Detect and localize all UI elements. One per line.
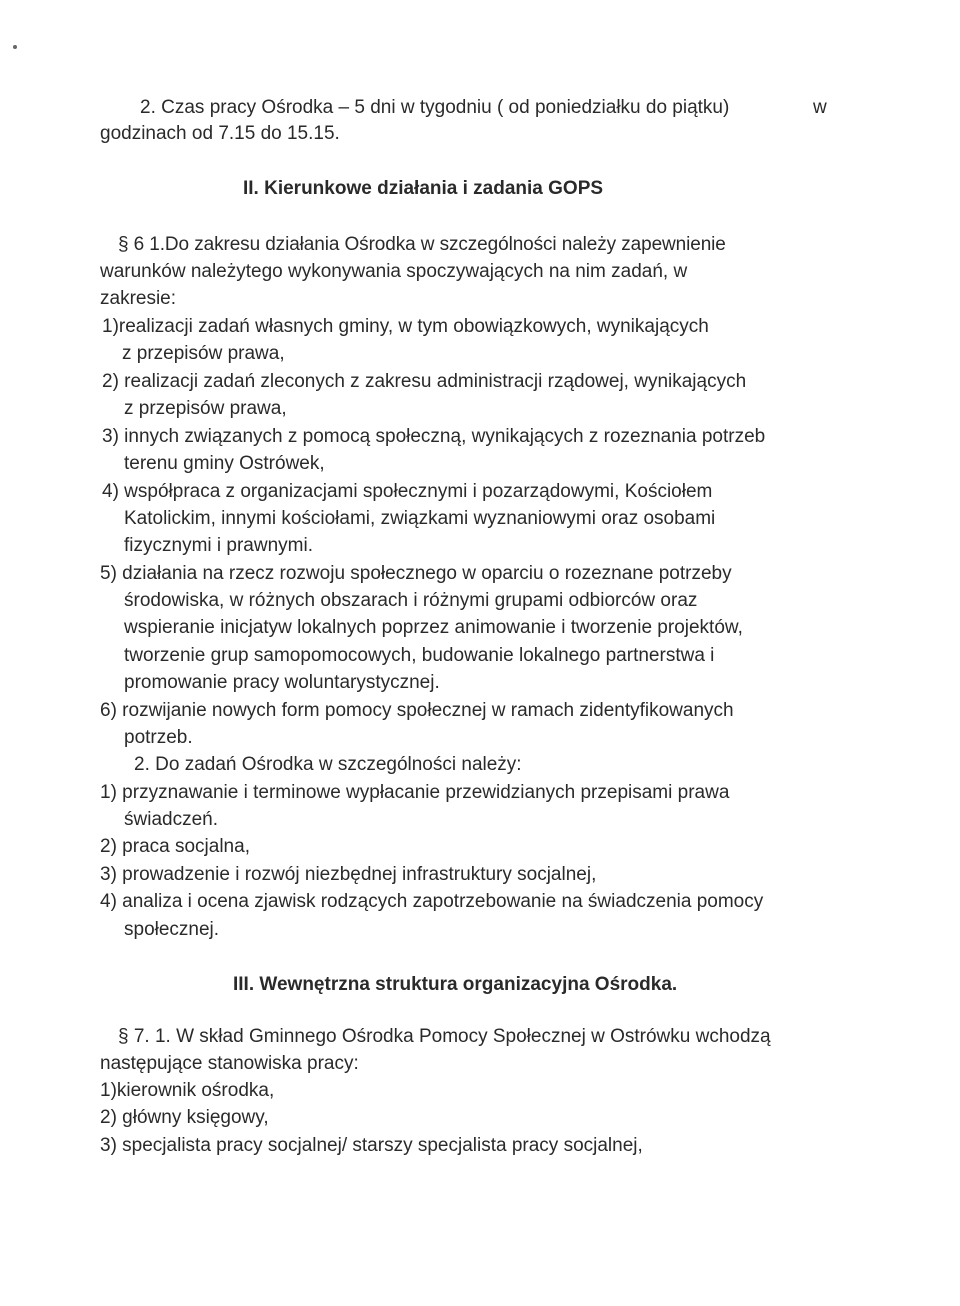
list-item: 2) główny księgowy,: [100, 1107, 269, 1128]
text-line: w: [813, 97, 827, 118]
section-heading: III. Wewnętrzna struktura organizacyjna Ośrodka.: [233, 974, 678, 995]
text-line: § 7. 1. W skład Gminnego Ośrodka Pomocy Społecznej w Ostrówku wchodzą: [118, 1026, 771, 1047]
list-item: 6) rozwijanie nowych form pomocy społecznej w ramach zidentyfikowanych: [100, 700, 734, 721]
text-line: społecznej.: [124, 919, 220, 940]
text-line: 2. Czas pracy Ośrodka – 5 dni w tygodniu ( od poniedziałku do piątku): [140, 97, 730, 118]
text-line: wspieranie inicjatyw lokalnych poprzez animowanie i tworzenie projektów,: [124, 617, 743, 638]
list-item: 4) współpraca z organizacjami społecznymi i pozarządowymi, Kościołem: [102, 481, 713, 502]
list-item: 1) przyznawanie i terminowe wypłacanie przewidzianych przepisami prawa: [100, 782, 730, 803]
list-item: 1)kierownik ośrodka,: [100, 1080, 275, 1101]
list-item: 1)realizacji zadań własnych gminy, w tym obowiązkowych, wynikających: [102, 316, 709, 337]
list-item: 3) innych związanych z pomocą społeczną, wynikających z rozeznania potrzeb: [102, 426, 766, 447]
text-line: z przepisów prawa,: [124, 398, 287, 419]
list-item: 3) specjalista pracy socjalnej/ starszy specjalista pracy socjalnej,: [100, 1135, 643, 1156]
text-line: 2. Do zadań Ośrodka w szczególności należy:: [134, 754, 522, 775]
text-line: Katolickim, innymi kościołami, związkami wyznaniowymi oraz osobami: [124, 508, 716, 529]
scan-speck: [13, 45, 17, 49]
text-line: środowiska, w różnych obszarach i różnymi grupami odbiorców oraz: [124, 590, 698, 611]
list-item: 3) prowadzenie i rozwój niezbędnej infrastruktury socjalnej,: [100, 864, 597, 885]
text-line: potrzeb.: [124, 727, 193, 748]
text-line: promowanie pracy woluntarystycznej.: [124, 672, 440, 693]
text-line: zakresie:: [100, 288, 177, 309]
text-line: tworzenie grup samopomocowych, budowanie lokalnego partnerstwa i: [124, 645, 715, 666]
text-line: § 6 1.Do zakresu działania Ośrodka w szczególności należy zapewnienie: [118, 234, 726, 255]
text-line: z przepisów prawa,: [122, 343, 285, 364]
text-line: warunków należytego wykonywania spoczywających na nim zadań, w: [100, 261, 688, 282]
list-item: 4) analiza i ocena zjawisk rodzących zapotrzebowanie na świadczenia pomocy: [100, 891, 764, 912]
text-line: fizycznymi i prawnymi.: [124, 535, 313, 556]
text-line: świadczeń.: [124, 809, 218, 830]
list-item: 5) działania na rzecz rozwoju społecznego w oparciu o rozeznane potrzeby: [100, 563, 732, 584]
text-line: godzinach od 7.15 do 15.15.: [100, 123, 340, 144]
section-heading: II. Kierunkowe działania i zadania GOPS: [243, 178, 604, 199]
list-item: 2) praca socjalna,: [100, 836, 250, 857]
text-line: następujące stanowiska pracy:: [100, 1053, 359, 1074]
list-item: 2) realizacji zadań zleconych z zakresu administracji rządowej, wynikających: [102, 371, 747, 392]
text-line: terenu gminy Ostrówek,: [124, 453, 325, 474]
